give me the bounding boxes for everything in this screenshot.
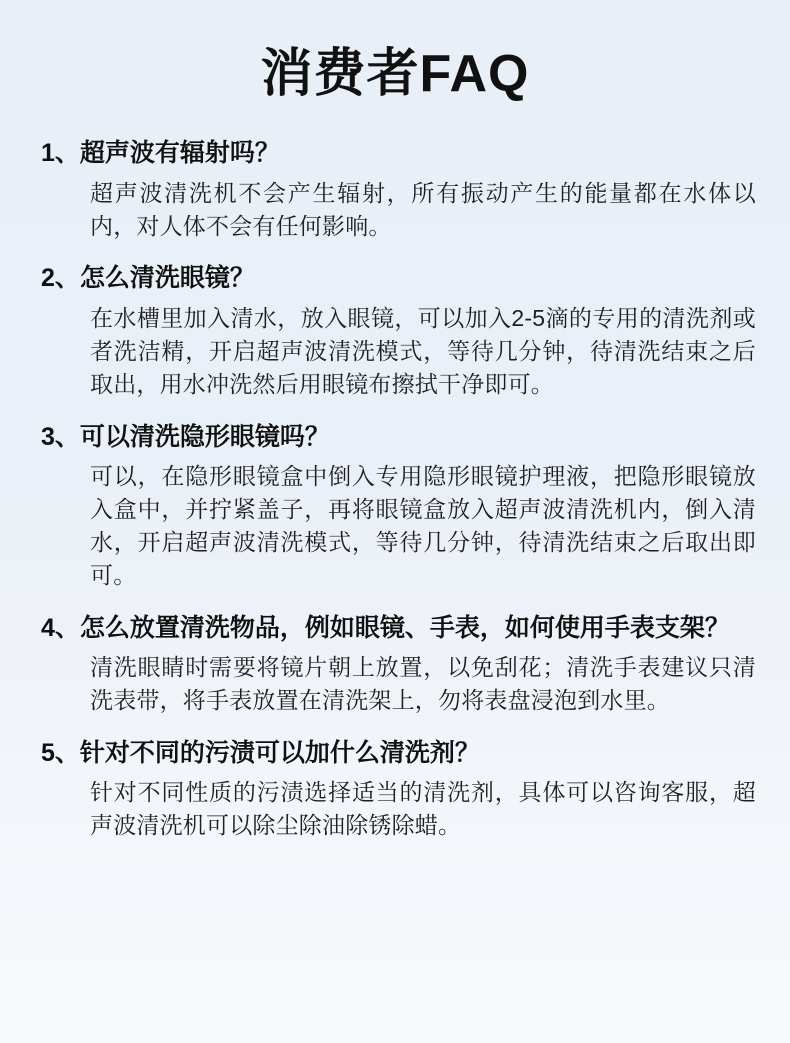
- faq-number: 5、: [41, 738, 80, 767]
- faq-question: [28, 137, 762, 171]
- faq-question: [28, 612, 762, 646]
- faq-question: [28, 737, 762, 771]
- faq-answer: 针对不同性质的污渍选择适当的清洗剂，具体可以咨询客服，超声波清洗机可以除尘除油除锈除蜡。: [90, 779, 756, 839]
- faq-question: [28, 421, 762, 455]
- faq-number: 4、: [41, 613, 80, 642]
- faq-answer: 清洗眼睛时需要将镜片朝上放置，以免刮花；清洗手表建议只清洗表带，将手表放置在清洗架上，勿将表盘浸泡到水里。: [90, 654, 756, 713]
- faq-question-text: 可以清洗隐形眼镜吗？: [79, 422, 330, 451]
- page-title: 消费者FAQ: [260, 45, 530, 103]
- faq-item: [28, 262, 762, 400]
- faq-item: [28, 612, 762, 717]
- faq-question-text: 超声波有辐射吗？: [79, 139, 280, 168]
- faq-question-text: 怎么放置清洗物品，例如眼镜、手表，如何使用手表支架？: [79, 613, 730, 642]
- faq-question-text: 针对不同的污渍可以加什么清洗剂？: [79, 738, 480, 767]
- faq-question-text: 怎么清洗眼镜？: [79, 264, 255, 293]
- faq-question: [28, 262, 762, 296]
- faq-answer: 在水槽里加入清水，放入眼镜，可以加入2-5滴的专用的清洗剂或者洗洁精，开启超声波清洗模式，等待几分钟，待清洗结束之后取出，用水冲洗然后用眼镜布擦拭干净即可。: [90, 304, 756, 397]
- faq-item: [28, 137, 762, 242]
- faq-answer: 可以，在隐形眼镜盒中倒入专用隐形眼镜护理液，把隐形眼镜放入盒中，并拧紧盖子，再将眼镜盒放入超声波清洗机内，倒入清水，开启超声波清洗模式，等待几分钟，待清洗结束之后取出即可。: [90, 463, 756, 588]
- faq-item: [28, 421, 762, 592]
- faq-number: 3、: [41, 422, 80, 451]
- faq-answer: 超声波清洗机不会产生辐射，所有振动产生的能量都在水体以内，对人体不会有任何影响。: [90, 179, 756, 239]
- faq-number: 1、: [41, 139, 80, 168]
- faq-item: [28, 737, 762, 842]
- faq-number: 2、: [41, 264, 80, 293]
